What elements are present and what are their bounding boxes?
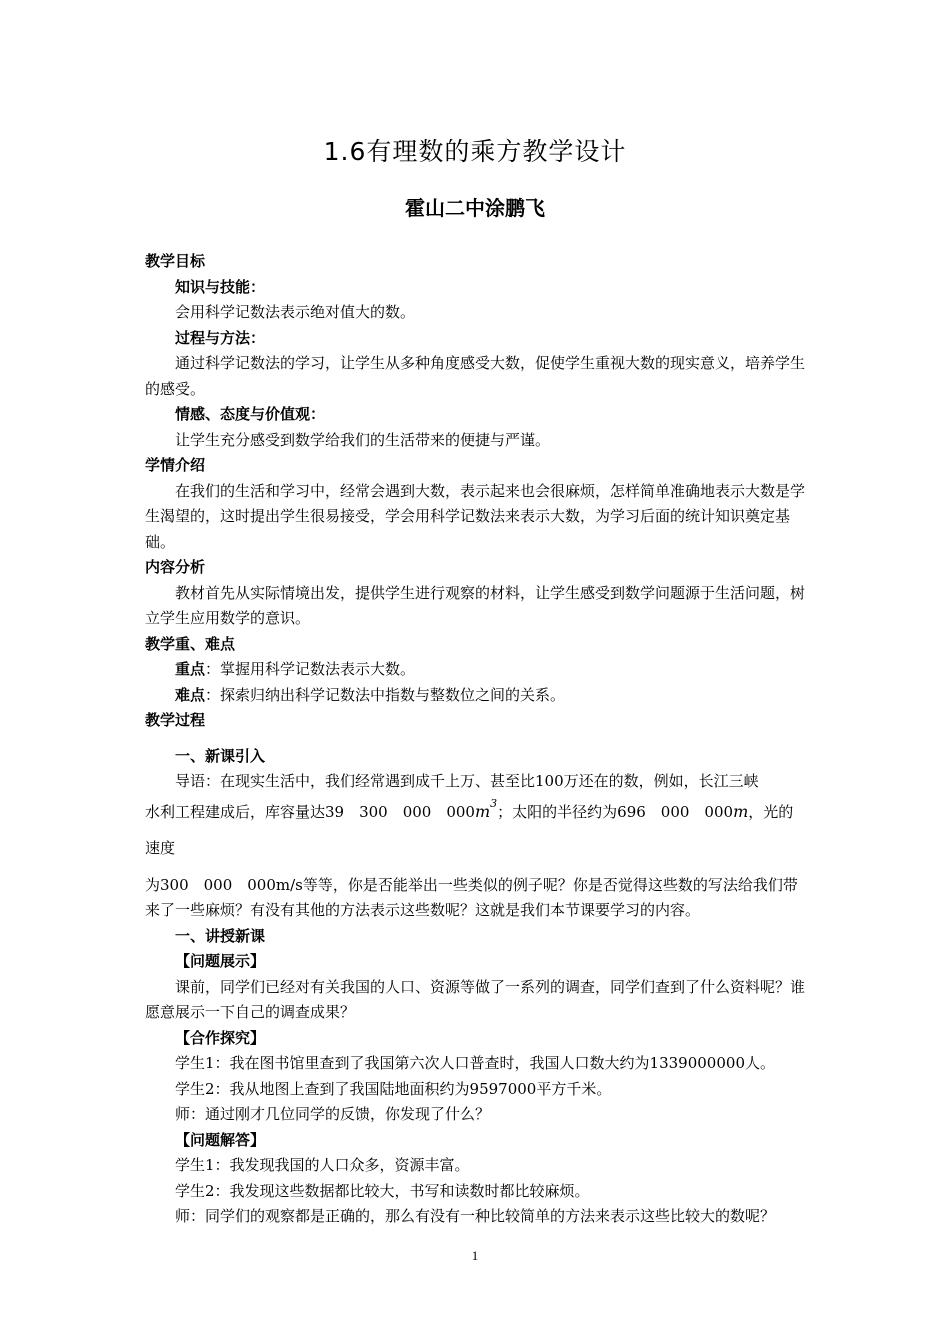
question-show-label: 【问题展示】 — [175, 952, 266, 970]
answer-line-2: 学生2：我发现这些数据都比较大，书写和读数时都比较麻烦。 — [175, 1181, 590, 1200]
intro-line-2a: 水利工程建成后，库容量达39 300 000 000 — [145, 802, 475, 821]
analysis-text: 教材首先从实际情境出发，提供学生进行观察的材料，让学生感受到数学问题源于生活问题，树立学生应用数学的意识。 — [145, 583, 806, 627]
key-point-line — [145, 657, 807, 683]
goal-knowledge-label: 知识与技能： — [175, 277, 266, 296]
cooperate-line-3: 师：通过刚才几位同学的反馈，你发现了什么？ — [175, 1105, 491, 1123]
goal-process-text: 通过科学记数法的学习，让学生从多种角度感受大数，促使学生重视大数的现实意义，培养学生的感受。 — [145, 354, 806, 398]
document-title: 1.6有理数的乘方教学设计 — [323, 137, 627, 166]
intro-line-2b: ；太阳的半径约为696 000 000 — [497, 802, 734, 821]
unit-m: m — [474, 801, 491, 821]
goal-process-label: 过程与方法： — [175, 328, 266, 347]
document-body — [145, 249, 807, 1230]
intro-line-1: 导语：在现实生活中，我们经常遇到成千上万、甚至比100万还在的数，例如，长江三峡 — [175, 772, 759, 790]
intro-line-2 — [145, 795, 807, 865]
answer-line-1: 学生1：我发现我国的人口众多，资源丰富。 — [175, 1156, 470, 1174]
answer-line-3: 师：同学们的观察都是正确的，那么有没有一种比较简单的方法来表示这些比较大的数呢？ — [175, 1207, 776, 1225]
page-number: 1 — [471, 1248, 479, 1263]
cooperate-label: 【合作探究】 — [175, 1028, 266, 1047]
key-point-text: ：掌握用科学记数法表示大数。 — [205, 660, 416, 678]
intro-heading: 一、新课引入 — [175, 746, 266, 765]
cooperate-line-2: 学生2：我从地图上查到了我国陆地面积约为9597000平方千米。 — [175, 1079, 612, 1098]
unit-cubic-meter — [474, 796, 498, 821]
section-heading-goals: 教学目标 — [145, 252, 206, 270]
document-author: 霍山二中涂鹏飞 — [405, 196, 545, 220]
answer-label: 【问题解答】 — [175, 1130, 266, 1149]
difficult-point-line — [145, 683, 807, 709]
section-heading-analysis: 内容分析 — [145, 558, 206, 576]
section-heading-process: 教学过程 — [145, 711, 206, 729]
key-point-label: 重点 — [175, 660, 206, 678]
section-heading-key-points: 教学重、难点 — [145, 634, 236, 653]
section-heading-situation: 学情介绍 — [145, 456, 206, 474]
cooperate-line-1: 学生1：我在图书馆里查到了我国第六次人口普查时，我国人口数大约为1339000000人。 — [175, 1054, 775, 1072]
goal-emotion-label: 情感、态度与价值观： — [175, 405, 326, 423]
unit-exponent: 3 — [490, 796, 498, 810]
goal-knowledge-text: 会用科学记数法表示绝对值大的数。 — [175, 303, 416, 321]
intro-line-2c: ，光的速度 — [145, 802, 794, 857]
teach-heading: 一、讲授新课 — [175, 926, 266, 945]
unit-meter: m — [733, 801, 749, 821]
difficult-point-label: 难点 — [175, 685, 206, 704]
intro-line-3: 为300 000 000m/s等等，你是否能举出一些类似的例子呢？你是否觉得这些数的写法给我们带来了一些麻烦？有没有其他的方法表示这些数呢？这就是我们本节课要学习的内容。 — [145, 875, 798, 919]
difficult-point-text: ：探索归纳出科学记数法中指数与整数位之间的关系。 — [205, 685, 566, 704]
question-show-text: 课前，同学们已经对有关我国的人口、资源等做了一系列的调查，同学们查到了什么资料呢？谁愿意展示一下自己的调查成果？ — [145, 977, 806, 1021]
situation-text: 在我们的生活和学习中，经常会遇到大数，表示起来也会很麻烦，怎样简单准确地表示大数是学生渴望的，这时提出学生很易接受，学会用科学记数法来表示大数，为学习后面的统计知识奠定基础。 — [145, 481, 806, 551]
goal-emotion-text: 让学生充分感受到数学给我们的生活带来的便捷与严谨。 — [175, 430, 551, 449]
